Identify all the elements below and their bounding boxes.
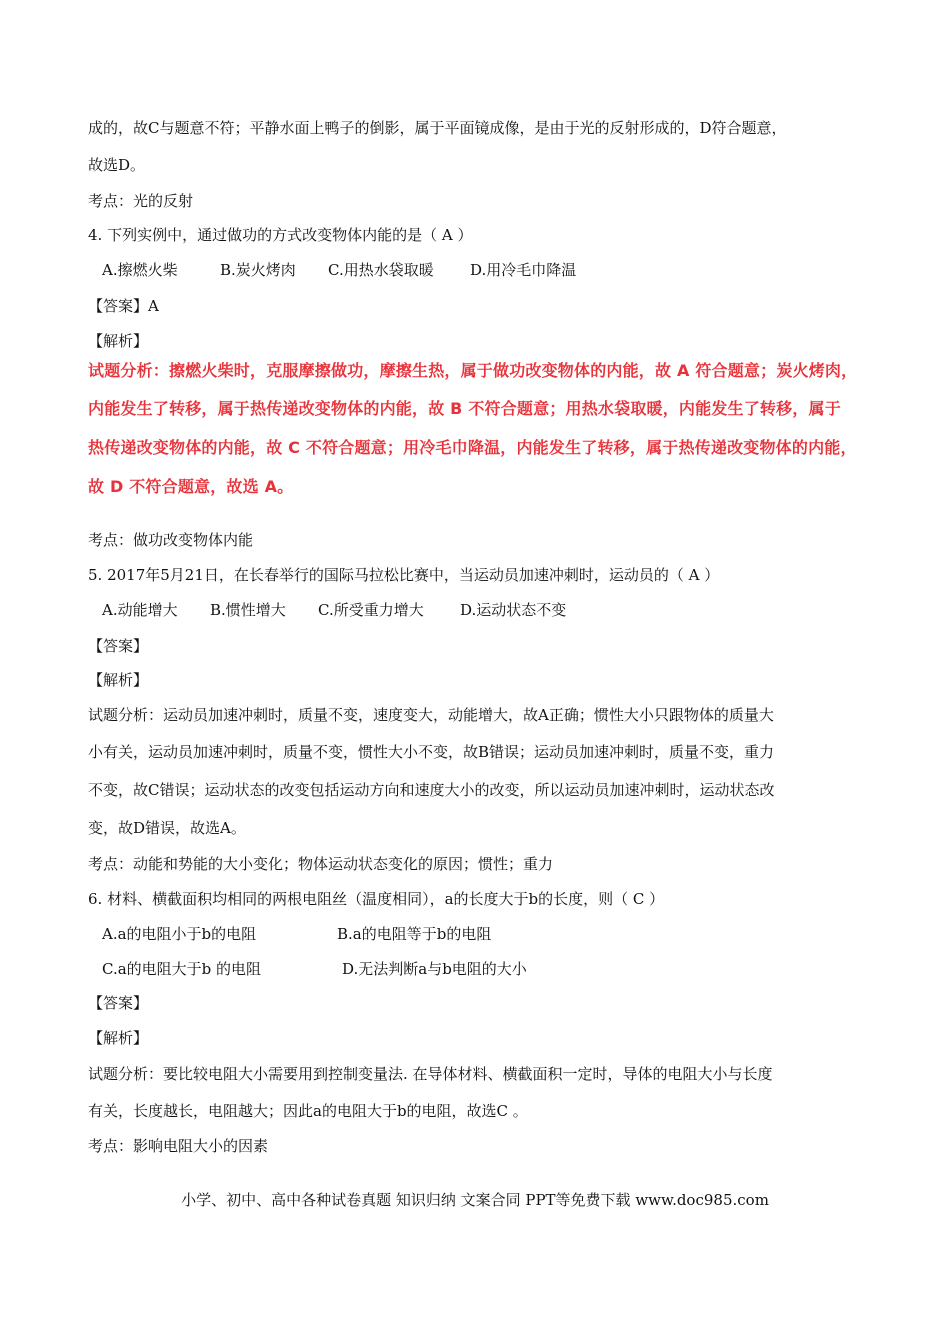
q5-answer: 【答案】 — [88, 637, 149, 655]
q5-stem: 5. 2017年5月21日，在长春举行的国际马拉松比赛中，当运动员加速冲刺时，运动员的（ A ） — [88, 566, 720, 584]
q6-options-row-2 — [102, 959, 527, 979]
q4-analysis-line-1: 试题分析：擦燃火柴时，克服摩擦做功，摩擦生热，属于做功改变物体的内能，故 A 符合题意；炭火烤肉， — [88, 361, 858, 380]
q4-analysis-line-4: 故 D 不符合题意，故选 A。 — [88, 477, 294, 496]
q5-option-b: B.惯性增大 — [210, 601, 286, 619]
q4-analysis-line-2: 内能发生了转移，属于热传递改变物体的内能，故 B 不符合题意；用热水袋取暖，内能发生了转移，属于 — [88, 399, 841, 418]
q6-analysis-line-1: 试题分析：要比较电阻大小需要用到控制变量法. 在导体材料、横截面积一定时，导体的电阻大小与长度 — [88, 1065, 773, 1083]
q4-option-a: A.擦燃火柴 — [102, 261, 178, 279]
q4-option-b: B.炭火烤肉 — [220, 261, 296, 279]
q5-analysis-label: 【解析】 — [88, 671, 149, 689]
q5-option-c: C.所受重力增大 — [318, 601, 424, 619]
q6-option-c: C.a的电阻大于b 的电阻 — [102, 960, 262, 978]
q4-answer: 【答案】A — [88, 297, 159, 315]
q5-option-d: D.运动状态不变 — [460, 601, 567, 619]
q5-option-a: A.动能增大 — [102, 601, 178, 619]
q4-option-d: D.用冷毛巾降温 — [470, 261, 577, 279]
q6-answer: 【答案】 — [88, 994, 149, 1012]
q5-options — [102, 600, 566, 620]
q5-analysis-line-1: 试题分析：运动员加速冲刺时，质量不变，速度变大，动能增大，故A正确；惯性大小只跟物体的质量大 — [88, 706, 774, 724]
q4-stem: 4. 下列实例中，通过做功的方式改变物体内能的是（ A ） — [88, 226, 473, 244]
q4-options — [102, 260, 576, 280]
intro-line-1: 成的，故C与题意不符；平静水面上鸭子的倒影，属于平面镜成像，是由于光的反射形成的，D符合题意， — [88, 119, 787, 137]
q4-option-c: C.用热水袋取暖 — [328, 261, 434, 279]
q6-analysis-label: 【解析】 — [88, 1029, 149, 1047]
q6-analysis-line-2: 有关，长度越长，电阻越大；因此a的电阻大于b的电阻，故选C 。 — [88, 1102, 528, 1120]
q6-option-a: A.a的电阻小于b的电阻 — [102, 925, 257, 943]
q5-analysis-line-4: 变，故D错误，故选A。 — [88, 819, 246, 837]
q5-kaodian: 考点：动能和势能的大小变化；物体运动状态变化的原因；惯性；重力 — [88, 855, 554, 873]
intro-line-2: 故选D。 — [88, 156, 146, 174]
q4-kaodian: 考点：做功改变物体内能 — [88, 531, 254, 549]
q6-stem: 6. 材料、横截面积均相同的两根电阻丝（温度相同），a的长度大于b的长度，则（ C ） — [88, 890, 665, 908]
q5-analysis-line-2: 小有关，运动员加速冲刺时，质量不变，惯性大小不变，故B错误；运动员加速冲刺时，质量不变，重力 — [88, 743, 775, 761]
q6-option-d: D.无法判断a与b电阻的大小 — [342, 960, 527, 978]
q6-kaodian: 考点：影响电阻大小的因素 — [88, 1137, 269, 1155]
q5-analysis-line-3: 不变，故C错误；运动状态的改变包括运动方向和速度大小的改变，所以运动员加速冲刺时，运动状态改 — [88, 781, 775, 799]
intro-kaodian: 考点：光的反射 — [88, 192, 194, 210]
q6-options-row-1 — [102, 924, 491, 944]
q6-option-b: B.a的电阻等于b的电阻 — [337, 925, 492, 943]
page-footer: 小学、初中、高中各种试卷真题 知识归纳 文案合同 PPT等免费下载 www.doc985.com — [181, 1191, 769, 1209]
q4-analysis-label: 【解析】 — [88, 332, 149, 350]
q4-analysis-line-3: 热传递改变物体的内能，故 C 不符合题意；用冷毛巾降温，内能发生了转移，属于热传递改变物体的内能， — [88, 438, 857, 457]
